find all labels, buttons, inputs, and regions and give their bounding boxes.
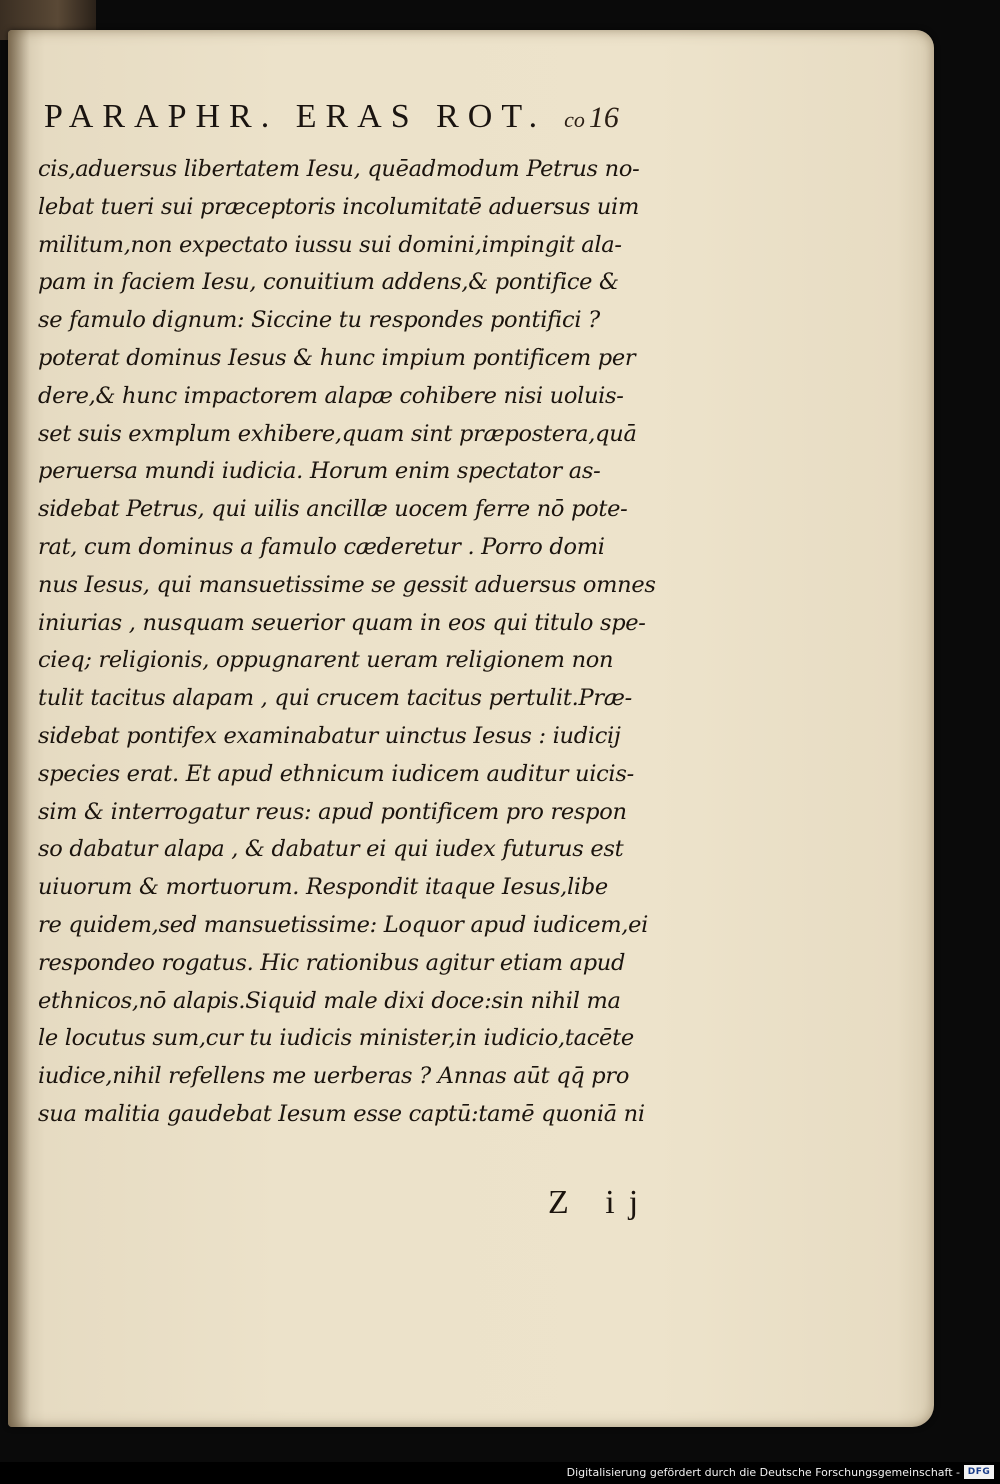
running-head xyxy=(44,98,744,142)
text-line: le locutus sum,cur tu iudicis minister,in iudicio,tacēte xyxy=(38,1025,634,1052)
text-line: ethnicos,nō alapis.Siquid male dixi doce:sin nihil ma xyxy=(38,987,621,1014)
funding-credit: Digitalisierung gefördert durch die Deutsche Forschungsgemeinschaft - xyxy=(566,1466,960,1479)
running-title: PARAPHR. ERAS ROT. xyxy=(44,98,547,135)
dfg-logo-icon: DFG xyxy=(964,1465,994,1479)
text-line: se famulo dignum: Siccine tu respondes pontifici ? xyxy=(38,307,600,334)
text-line: poterat dominus Iesus & hunc impium pontificem per xyxy=(38,344,636,371)
text-line: dere,& hunc impactorem alapæ cohibere nisi uoluis- xyxy=(38,382,624,409)
text-line: militum,non expectato iussu sui domini,impingit ala- xyxy=(38,231,622,258)
text-line: cis,aduersus libertatem Iesu, quēadmodum Petrus no- xyxy=(38,156,640,182)
folio-mark: co xyxy=(564,107,585,132)
text-line: nus Iesus, qui mansuetissime se gessit aduersus omnes xyxy=(38,571,656,598)
text-line: sidebat pontifex examinabatur uinctus Iesus : iudicij xyxy=(38,722,621,749)
text-line: uiuorum & mortuorum. Respondit itaque Iesus,libe xyxy=(38,874,608,901)
text-line: respondeo rogatus. Hic rationibus agitur etiam apud xyxy=(38,949,626,976)
text-line: sua malitia gaudebat Iesum esse captū:tamē quoniā ni xyxy=(38,1100,645,1127)
folio-number: 16 xyxy=(588,101,619,134)
text-line: lebat tueri sui præceptoris incolumitatē aduersus uim xyxy=(38,193,639,220)
text-line: rat, cum dominus a famulo cæderetur . Porro domi xyxy=(38,533,605,560)
text-line: sim & interrogatur reus: apud pontificem pro respon xyxy=(38,798,627,825)
text-line: species erat. Et apud ethnicum iudicem auditur uicis- xyxy=(38,760,634,787)
text-line: sidebat Petrus, qui uilis ancillæ uocem ferre nō pote- xyxy=(38,496,628,523)
text-line: tulit tacitus alapam , qui crucem tacitus pertulit.Præ- xyxy=(38,685,632,712)
text-line: pam in faciem Iesu, conuitium addens,& pontifice & xyxy=(38,269,619,296)
text-line: iudice,nihil refellens me uerberas ? Annas aūt qq̄ pro xyxy=(38,1063,630,1090)
text-line: cieq; religionis, oppugnarent ueram religionem non xyxy=(38,647,614,674)
main-text xyxy=(38,151,678,1134)
text-line: iniurias , nusquam seuerior quam in eos qui titulo spe- xyxy=(38,609,646,636)
text-line: set suis exmplum exhibere,quam sint præpostera,quā xyxy=(38,420,637,447)
signature-mark: Z ij xyxy=(548,1184,653,1221)
text-line: peruersa mundi iudicia. Horum enim spectator as- xyxy=(38,458,601,485)
text-line: so dabatur alapa , & dabatur ei qui iudex futurus est xyxy=(38,836,624,863)
text-line: re quidem,sed mansuetissime: Loquor apud iudicem,ei xyxy=(38,911,649,938)
